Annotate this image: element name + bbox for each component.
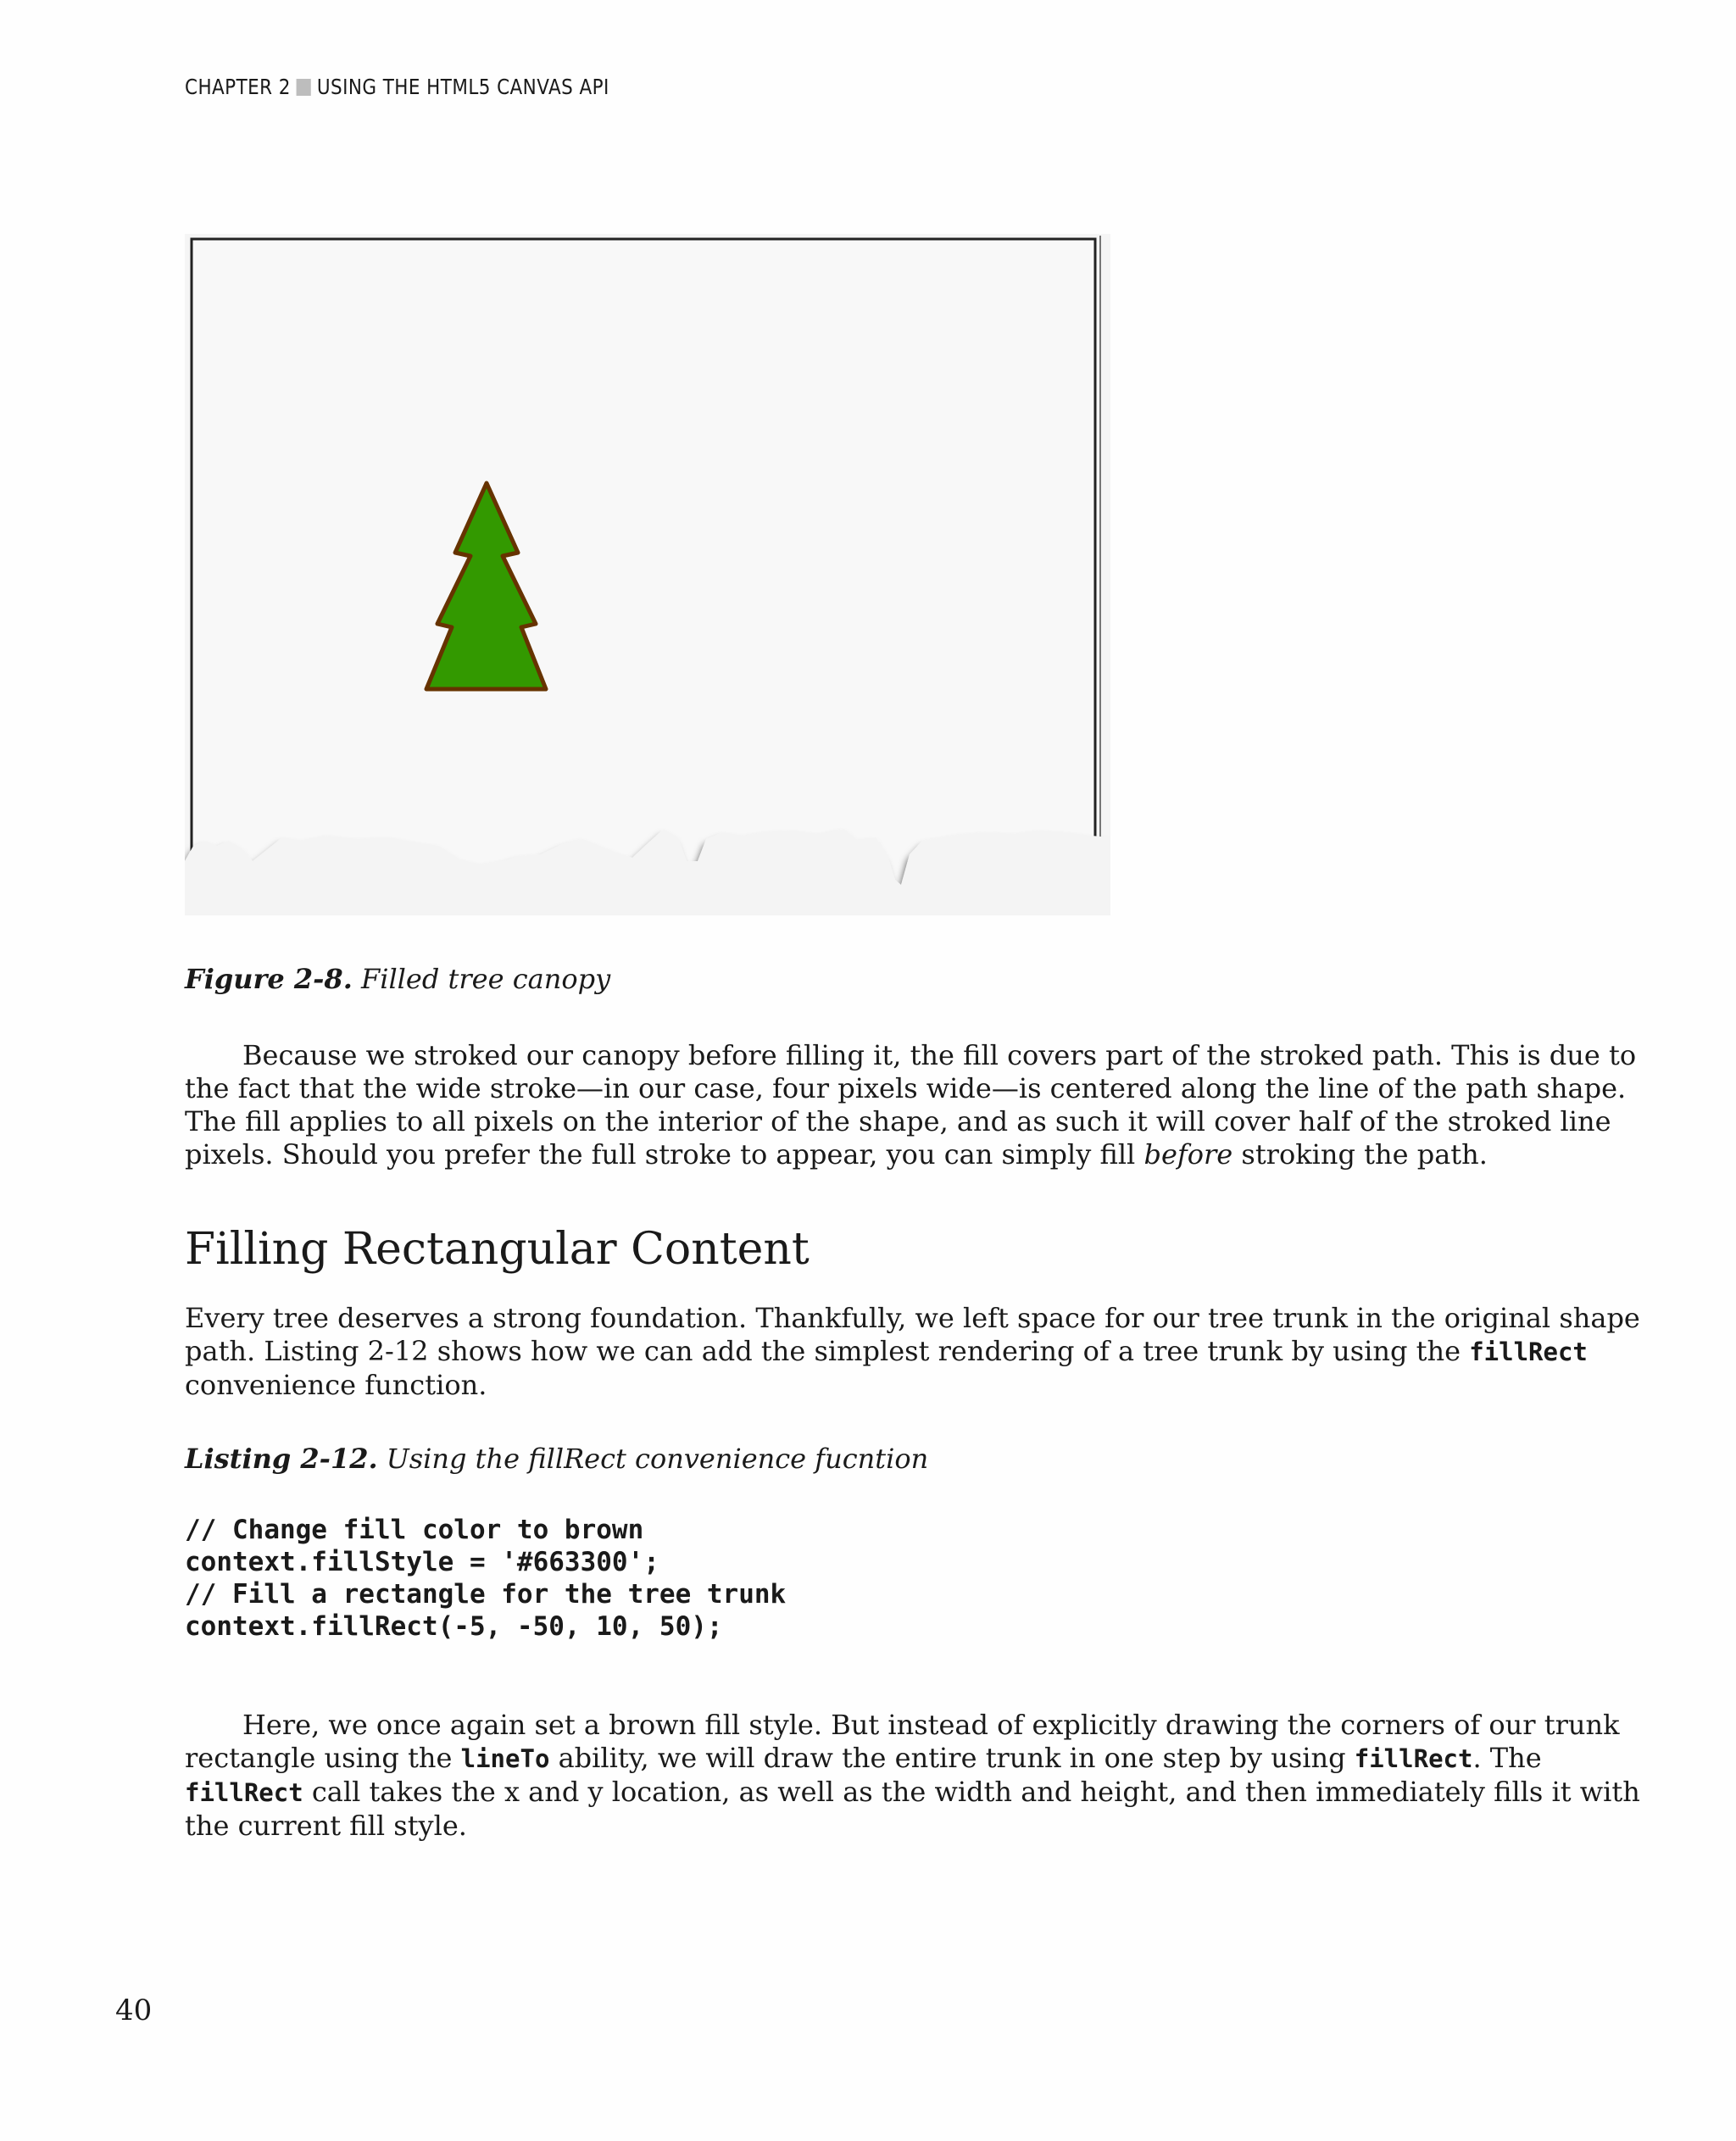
chapter-title: USING THE HTML5 CANVAS API [316,75,609,99]
code-line: // Fill a rectangle for the tree trunk [185,1579,787,1610]
text-fragment: path. Listing 2-12 shows how we can add the simplest rendering of a tree trunk by using the [185,1335,1470,1367]
paragraph-tree-trunk [185,1302,1640,1402]
emphasis-text: before [1143,1138,1233,1171]
text-line [185,1776,1640,1810]
code-listing [185,1514,786,1643]
section-heading: Filling Rectangular Content [185,1224,810,1275]
text-fragment: ability, we will draw the entire trunk in one step by using [549,1742,1355,1774]
figure-title: Filled tree canopy [361,963,611,995]
chapter-label: CHAPTER 2 [185,75,291,99]
canvas-background [192,239,1095,909]
text-line: the current fill style. [185,1810,467,1842]
figure-canvas-screenshot [185,234,1110,915]
text-line: The fill applies to all pixels on the interior of the shape, and as such it will cover half of the stroked line [185,1105,1611,1137]
figure-caption [185,963,610,995]
listing-title: Using the fillRect convenience fucntion [386,1443,929,1475]
inline-code: fillRect [1354,1744,1473,1773]
text-fragment: pixels. Should you prefer the full stroke to appear, you can simply fill [185,1138,1144,1171]
text-line: Every tree deserves a strong foundation. Thankfully, we left space for our tree trunk in the original shape [185,1302,1640,1334]
running-head [185,75,609,99]
text-line: the fact that the wide stroke—in our case, four pixels wide—is centered along the line of the path shape. [185,1072,1627,1104]
code-line: context.fillRect(-5, -50, 10, 50); [185,1611,723,1642]
text-line: Because we stroked our canopy before filling it, the fill covers part of the stroked path. This is due to [242,1039,1637,1071]
page-number: 40 [115,1994,153,2027]
text-line: convenience function. [185,1369,487,1401]
inline-code: fillRect [1469,1337,1588,1366]
text-line: Here, we once again set a brown fill style. But instead of explicitly drawing the corners of our trunk [242,1709,1620,1741]
text-line [185,1742,1558,1776]
text-line [185,1138,1558,1171]
paragraph-stroke-fill [185,1039,1637,1171]
code-line: // Change fill color to brown [185,1515,644,1545]
inline-code: fillRect [185,1778,303,1807]
code-line: context.fillStyle = '#663300'; [185,1547,659,1577]
text-line [185,1335,1588,1369]
text-fragment: . The [1472,1742,1542,1774]
figure-illustration [185,234,1110,915]
text-fragment: stroking the path. [1232,1138,1488,1171]
paragraph-fillrect-explanation [185,1709,1640,1843]
listing-label: Listing 2-12. [185,1443,378,1475]
text-fragment: call takes the x and y location, as well as the width and height, and then immediately fills it with [303,1776,1640,1808]
inline-code: lineTo [460,1744,550,1773]
figure-label: Figure 2-8. [185,963,353,995]
text-fragment: rectangle using the [185,1742,461,1774]
listing-caption [185,1443,928,1475]
separator-square-icon [297,79,311,96]
